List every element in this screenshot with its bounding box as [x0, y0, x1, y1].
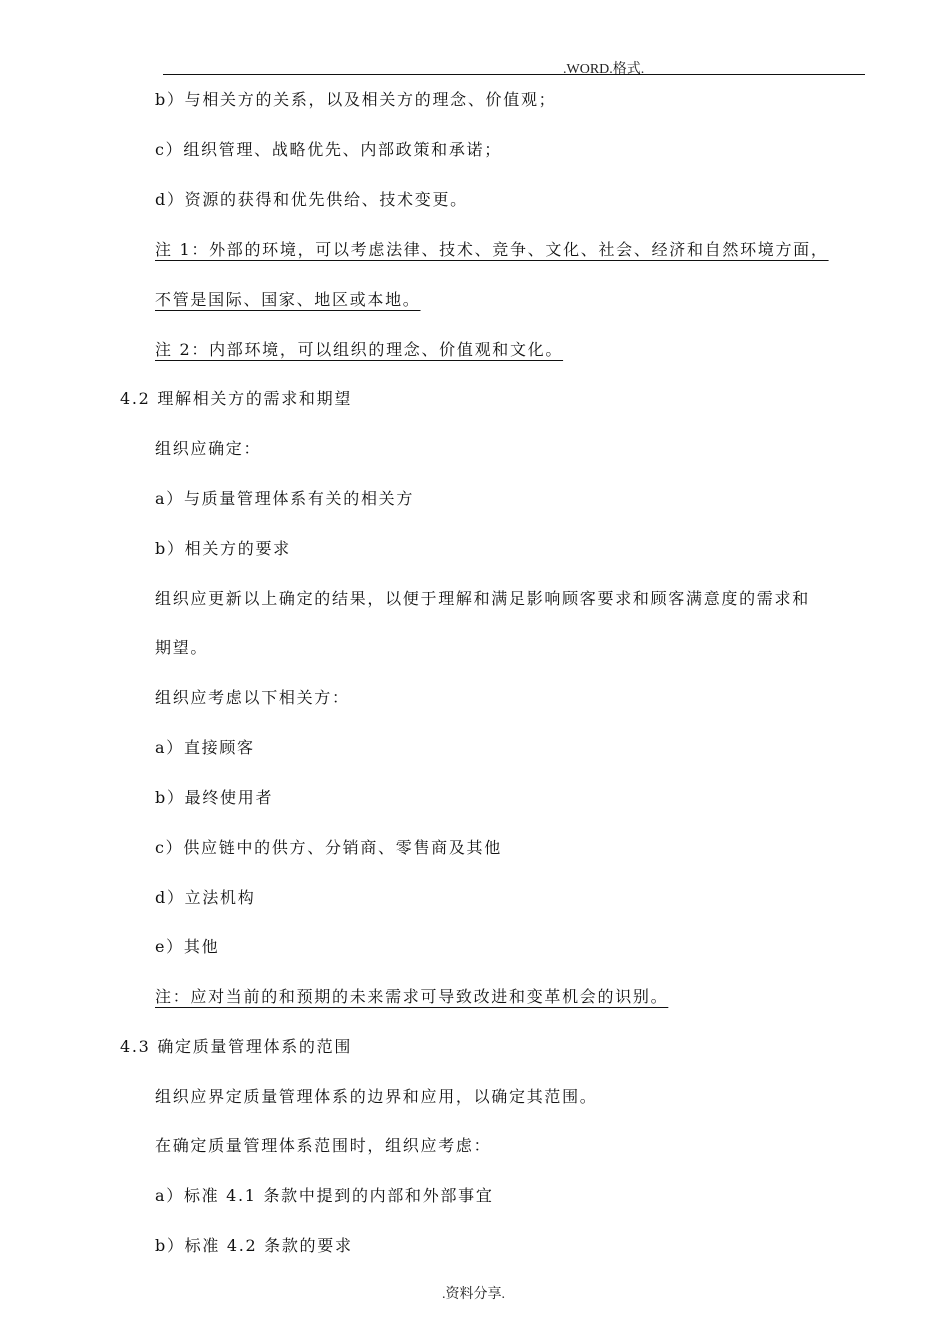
text-line-scope-boundary: 组织应界定质量管理体系的边界和应用，以确定其范围。 [155, 1087, 598, 1106]
text-line-a-interested-parties: a）与质量管理体系有关的相关方 [155, 489, 415, 508]
paragraph-update-line-1: 组织应更新以上确定的结果，以便于理解和满足影响顾客要求和顾客满意度的需求和 [155, 589, 810, 608]
list-item-a-direct-customers: a）直接顾客 [155, 738, 255, 757]
note-future-needs: 注：应对当前的和预期的未来需求可导致改进和变革机会的识别。 [155, 987, 669, 1006]
paragraph-update-line-2: 期望。 [155, 638, 209, 657]
text-line-b-relations: b）与相关方的关系，以及相关方的理念、价值观； [155, 90, 557, 109]
list-item-e-others: e）其他 [155, 937, 220, 956]
section-heading-4-2: 4.2 理解相关方的需求和期望 [120, 389, 353, 408]
list-item-d-legislators: d）立法机构 [155, 888, 256, 907]
header-divider [163, 74, 865, 75]
page-header: .WORD.格式. [563, 62, 645, 77]
section-heading-4-3: 4.3 确定质量管理体系的范围 [120, 1037, 353, 1056]
page-footer: .资料分享. [442, 1287, 505, 1302]
text-line-org-consider: 组织应考虑以下相关方： [155, 688, 350, 707]
text-line-scope-consider: 在确定质量管理体系范围时，组织应考虑： [155, 1136, 492, 1155]
list-item-b-end-users: b）最终使用者 [155, 788, 274, 807]
list-item-a-clause-4-1: a）标准 4.1 条款中提到的内部和外部事宜 [155, 1186, 494, 1205]
text-line-b-requirements: b）相关方的要求 [155, 539, 291, 558]
note-1-line-1: 注 1：外部的环境，可以考虑法律、技术、竞争、文化、社会、经济和自然环境方面， [155, 240, 829, 259]
note-1-line-2: 不管是国际、国家、地区或本地。 [155, 290, 421, 309]
text-line-org-determine: 组织应确定： [155, 439, 262, 458]
list-item-c-supply-chain: c）供应链中的供方、分销商、零售商及其他 [155, 838, 502, 857]
text-line-d-resources: d）资源的获得和优先供给、技术变更。 [155, 190, 468, 209]
list-item-b-clause-4-2: b）标准 4.2 条款的要求 [155, 1236, 353, 1255]
note-2: 注 2：内部环境，可以组织的理念、价值观和文化。 [155, 340, 564, 359]
text-line-c-management: c）组织管理、战略优先、内部政策和承诺； [155, 140, 502, 159]
